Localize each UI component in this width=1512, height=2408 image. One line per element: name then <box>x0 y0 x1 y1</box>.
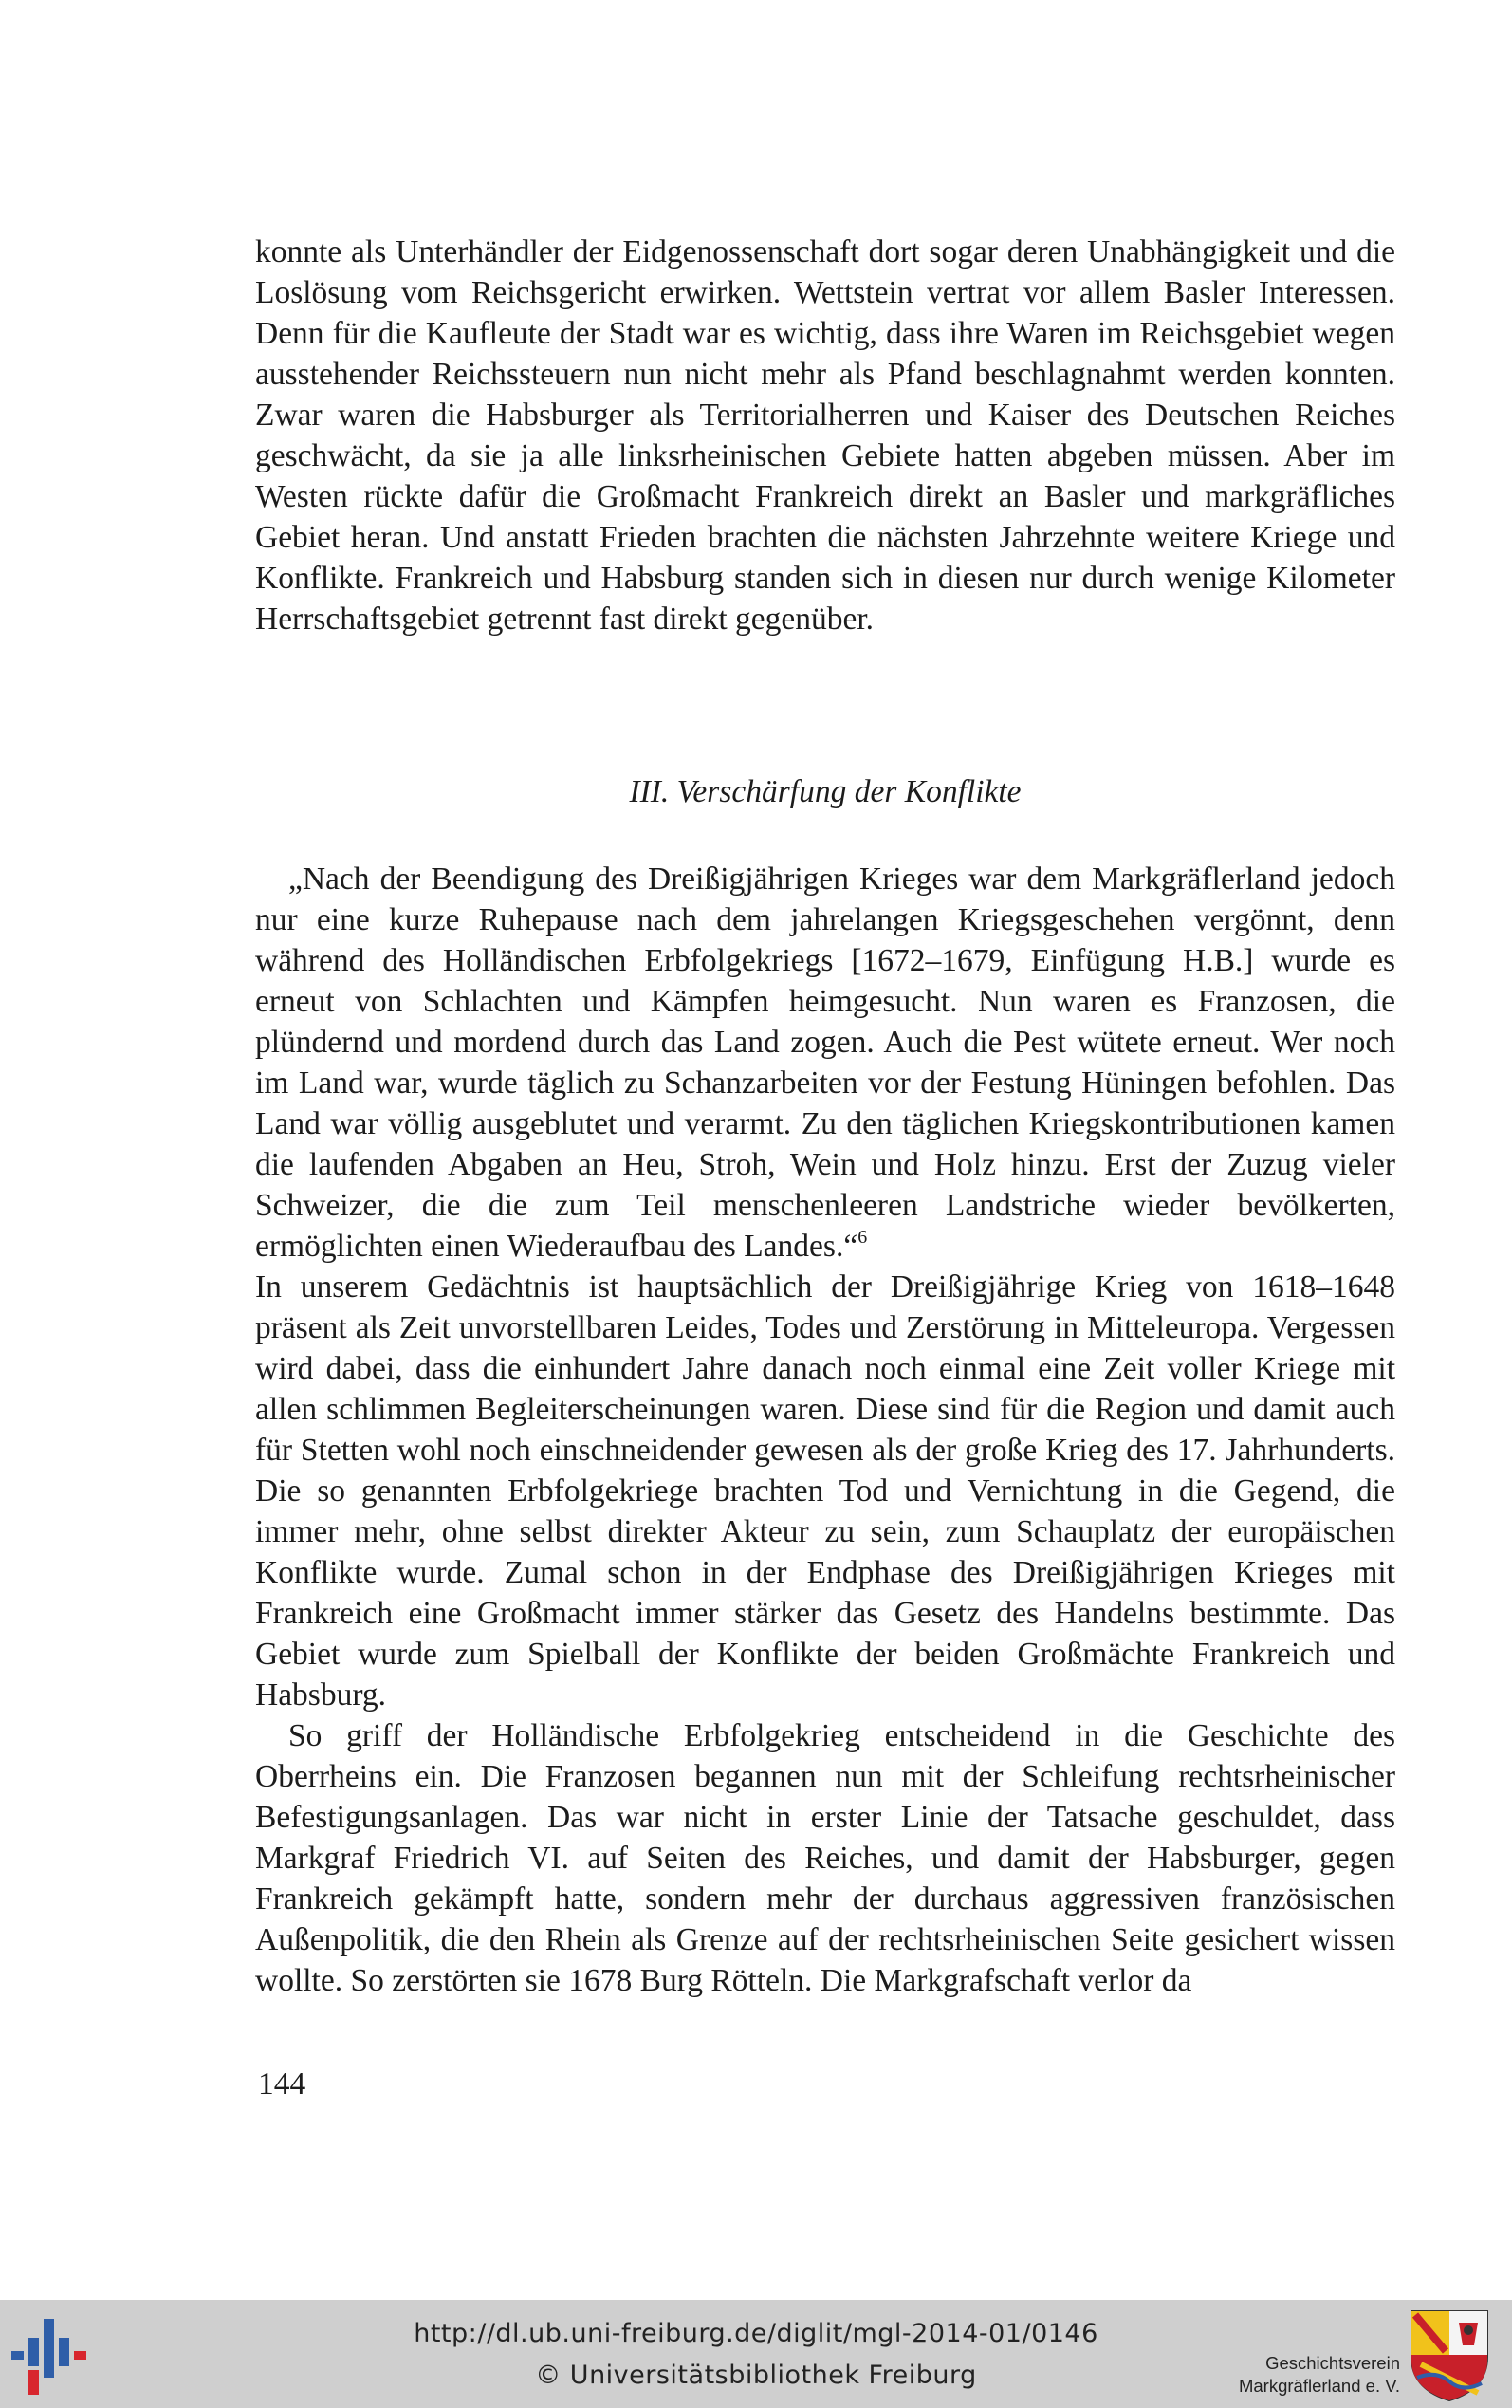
society-line-2: Markgräflerland e. V. <box>1238 2376 1400 2396</box>
quote-text: „Nach der Beendigung des Dreißigjährigen Krieges war dem Markgräflerland jedoch nur eine kurze Ruhepause nach dem jahrelangen Kriegsgeschehen vergönnt, denn während des Holländischen Erbfolgekriegs [1672–1679, Einfügung H.B.] wurde es erneut von Schlachten und Kämpfen heimgesucht. Nun waren es Franzosen, die plündernd und mordend durch das Land zogen. Auch die Pest wütete erneut. Wer noch im Land war, wurde täglich zu Schanzarbeiten vor der Festung Hüningen befohlen. Das Land war völlig ausgeblutet und verarmt. Zu den täglichen Kriegskontributionen kamen die laufenden Abgaben an Heu, Stroh, Wein und Holz hinzu. Erst der Zuzug vieler Schweizer, die die zum Teil menschenleeren Landstriche wieder bevölkerten, ermöglichten einen Wiederaufbau des Landes.“ <box>255 861 1395 1264</box>
paragraph-text: konnte als Unterhändler der Eidgenossenschaft dort sogar deren Unabhängigkeit und die Loslösung vom Reichsgericht erwirken. Wettstein vertrat vor allem Basler Interessen. Denn für die Kaufleute der Stadt war es wichtig, dass ihre Waren im Reichsgebiet wegen ausstehender Reichssteuern nun nicht mehr als Pfand beschlagnahmt werden konnten. Zwar waren die Habsburger als Territorialherren und Kaiser des Deutschen Reiches geschwächt, da sie ja alle linksrheinischen Gebiete hatten abgeben müssen. Aber im Westen rückte dafür die Großmacht Frankreich direkt an Basler und markgräfliches Gebiet heran. Und anstatt Frieden brachten die nächsten Jahrzehnte weitere Kriege und Konflikte. Frankreich und Habsburg standen sich in diesen nur durch wenige Kilometer Herrschaftsgebiet getrennt fast direkt gegenüber. <box>255 234 1395 637</box>
coat-of-arms-icon <box>1408 2307 1491 2402</box>
section-heading: III. Verschärfung der Konflikte <box>629 774 1022 809</box>
main-text <box>255 859 1395 2001</box>
text-paragraph-1 <box>255 232 1395 639</box>
paragraph-3: So griff der Holländische Erbfolgekrieg entscheidend in die Geschichte des Oberrheins ein. Die Franzosen begannen nun mit der Schleifung rechtsrheinischer Befestigungsanlagen. Das war nicht in erster Linie der Tatsache geschuldet, dass Markgraf Friedrich VI. auf Seiten des Reiches, und damit der Habsburger, gegen Frankreich gekämpft hatte, sondern mehr der durchaus aggressiven französischen Außenpolitik, die den Rhein als Grenze auf der rechtsrheinischen Seite gesichert wissen wollte. So zerstörten sie 1678 Burg Rötteln. Die Markgrafschaft verlor da <box>255 1718 1395 1998</box>
society-line-1: Geschichtsverein <box>1265 2353 1400 2373</box>
quote-paragraph <box>255 859 1395 1267</box>
paragraph-2: In unserem Gedächtnis ist hauptsächlich der Dreißigjährige Krieg von 1618–1648 präsent als Zeit unvorstellbaren Leides, Todes und Zerstörung in Mitteleuropa. Vergessen wird dabei, dass die einhundert Jahre danach noch einmal eine Zeit voller Kriege mit allen schlimmen Begleiterscheinungen waren. Diese sind für die Region und damit auch für Stetten wohl noch einschneidender gewesen als der große Krieg des 17. Jahrhunderts. Die so genannten Erbfolgekriege brachten Tod und Vernichtung in die Gegend, die immer mehr, ohne selbst direkter Akteur zu sein, zum Schauplatz der europäischen Konflikte wurde. Zumal schon in der Endphase des Dreißigjährigen Krieges mit Frankreich eine Großmacht immer stärker das Gesetz des Handelns bestimmte. Das Gebiet wurde zum Spielball der Konflikte der beiden Großmächte Frankreich und Habsburg. <box>255 1269 1395 1713</box>
copyright-notice: © Universitätsbibliothek Freiburg <box>535 2361 977 2390</box>
footer-bar <box>0 2300 1512 2408</box>
source-url-link[interactable]: http://dl.ub.uni-freiburg.de/diglit/mgl-2014-01/0146 <box>414 2319 1098 2348</box>
page-number: 144 <box>258 2066 306 2102</box>
footnote-reference[interactable]: 6 <box>857 1227 868 1248</box>
society-name <box>1239 2352 1400 2398</box>
